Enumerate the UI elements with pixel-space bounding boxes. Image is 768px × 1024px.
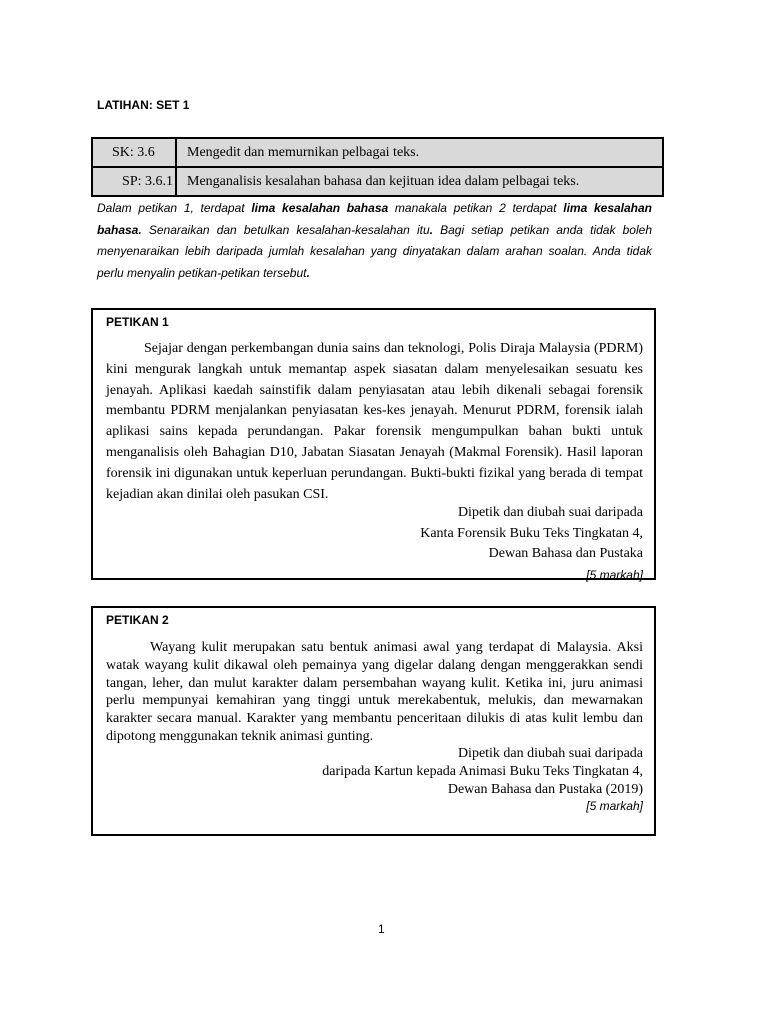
petikan-2-title: PETIKAN 2: [106, 613, 169, 627]
standard-code: SK: 3.6: [93, 139, 177, 166]
source-line: daripada Kartun kepada Animasi Buku Teks Tingkatan 4,: [322, 763, 643, 779]
standard-desc: Menganalisis kesalahan bahasa dan kejituan idea dalam pelbagai teks.: [187, 174, 580, 189]
instruction-bold: .: [429, 222, 433, 237]
marks-label: [5 markah]: [586, 799, 643, 814]
petikan-2-source: [106, 745, 643, 816]
petikan-1-box: [91, 308, 656, 580]
instruction-part: manakala petikan 2 terdapat: [388, 201, 564, 215]
source-line: Dewan Bahasa dan Pustaka (2019): [447, 781, 643, 797]
source-line: Dipetik dan diubah suai daripada: [457, 505, 643, 520]
page-title: LATIHAN: SET 1: [97, 98, 190, 112]
standards-row-sp: [93, 166, 662, 195]
petikan-2-body: Wayang kulit merupakan satu bentuk animasi awal yang terdapat di Malaysia. Aksi watak wayang kulit dikawal oleh pemainya yang digelar dalang dengan menggerakkan sendi tangan, leher, dan mulut karakter dalam persembahan wayang kulit. Ketika ini, juru animasi perlu mempunyai kemahiran yang tinggi untuk merekabentuk, melukis, dan mewarnakan karakter secara manual. Karakter yang membantu penceritaan dilukis di atas kulit lembu dan dipotong menggunakan teknik animasi gunting.: [106, 640, 643, 744]
source-line: Dewan Bahasa dan Pustaka: [488, 546, 643, 561]
standard-desc: Mengedit dan memurnikan pelbagai teks.: [187, 145, 420, 160]
source-line: Kanta Forensik Buku Teks Tingkatan 4,: [420, 525, 643, 541]
petikan-1-body: Sejajar dengan perkembangan dunia sains dan teknologi, Polis Diraja Malaysia (PDRM) kini mengurak langkah untuk memantap aspek siasatan dalam menyelesaikan sesuatu kes jenayah. Aplikasi kaedah sainstifik dalam penyiasatan atau lebih dikenali sebagai forensik membantu PDRM menjalankan penyiasatan kes-kes jenayah. Menurut PDRM, forensik ialah aplikasi sains kepada perundangan. Pakar forensik mengumpulkan bahan bukti untuk menganalisis oleh Bahagian D10, Jabatan Siasatan Jenayah (Makmal Forensik). Hasil laporan forensik ini digunakan untuk keperluan perundangan. Bukti-bukti fizikal yang berada di tempat kejadian akan dinilai oleh pasukan CSI.: [106, 341, 643, 502]
instruction-bold: .: [306, 265, 310, 280]
page-number: 1: [378, 922, 385, 936]
petikan-1-title: PETIKAN 1: [106, 315, 169, 329]
marks-label: [5 markah]: [586, 567, 643, 582]
petikan-1-source: [106, 503, 643, 585]
instruction-part: Senaraikan dan betulkan kesalahan-kesalahan itu: [141, 222, 430, 237]
source-line: Dipetik dan diubah suai daripada: [457, 746, 643, 761]
standards-row-sk: [93, 139, 662, 166]
instruction-part: Dalam petikan 1, terdapat: [97, 201, 252, 215]
instruction-part: Bagi setiap petikan anda tidak boleh menyenaraikan lebih daripada jumlah kesalahan yang dinyatakan dalam arahan soalan. Anda tidak perlu menyalin petikan-petikan tersebut: [97, 222, 652, 280]
instruction-bold: lima kesalahan bahasa.: [97, 201, 653, 237]
standards-table: [91, 137, 664, 197]
instruction-text: [97, 198, 652, 284]
standard-code: SP: 3.6.1: [93, 168, 177, 195]
instruction-bold: lima kesalahan bahasa: [251, 201, 389, 215]
petikan-2-box: [91, 606, 656, 836]
